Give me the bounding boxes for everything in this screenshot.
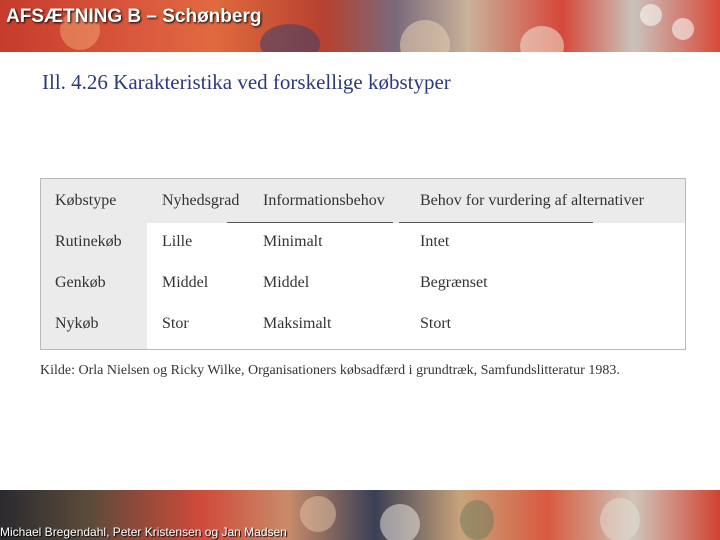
figure-caption: Ill. 4.26 Karakteristika ved forskellige købstyper <box>42 70 451 94</box>
banner-decoration <box>600 498 640 540</box>
banner-decoration <box>400 20 450 52</box>
banner-decoration <box>260 24 320 52</box>
top-banner <box>0 0 720 52</box>
characteristics-table <box>40 178 686 350</box>
table-cell: Rutinekøb <box>55 233 122 250</box>
banner-decoration <box>460 500 494 540</box>
header-rule <box>399 222 593 223</box>
table-cell: Nykøb <box>55 315 99 332</box>
table-cell: Stor <box>162 315 189 332</box>
column-header-nyhedsgrad: Nyhedsgrad <box>162 192 240 209</box>
banner-decoration <box>520 26 564 52</box>
banner-title: AFSÆTNING B – Schønberg <box>6 6 262 27</box>
footer-authors: Michael Bregendahl, Peter Kristensen og Jan Madsen <box>0 525 287 539</box>
column-header-kobstype: Købstype <box>55 192 117 209</box>
banner-decoration <box>380 504 420 540</box>
table-cell: Stort <box>420 315 452 332</box>
column-header-informationsbehov: Informationsbehov <box>263 192 385 209</box>
banner-decoration <box>640 4 662 26</box>
table-cell: Genkøb <box>55 274 106 291</box>
table-cell: Lille <box>162 233 193 250</box>
table-cell: Begrænset <box>420 274 488 291</box>
banner-decoration <box>672 18 694 40</box>
column-header-vurdering: Behov for vurdering af alternativer <box>420 192 644 209</box>
table-cell: Maksimalt <box>263 315 332 332</box>
source-citation: Kilde: Orla Nielsen og Ricky Wilke, Organisationers købsadfærd i grundtræk, Samfundslitteratur 1983. <box>40 363 620 378</box>
bottom-banner <box>0 490 720 540</box>
banner-decoration <box>300 496 336 532</box>
table-cell: Intet <box>420 233 450 250</box>
table-cell: Minimalt <box>263 233 323 250</box>
header-rule <box>227 222 393 223</box>
table-cell: Middel <box>162 274 209 291</box>
table-cell: Middel <box>263 274 310 291</box>
